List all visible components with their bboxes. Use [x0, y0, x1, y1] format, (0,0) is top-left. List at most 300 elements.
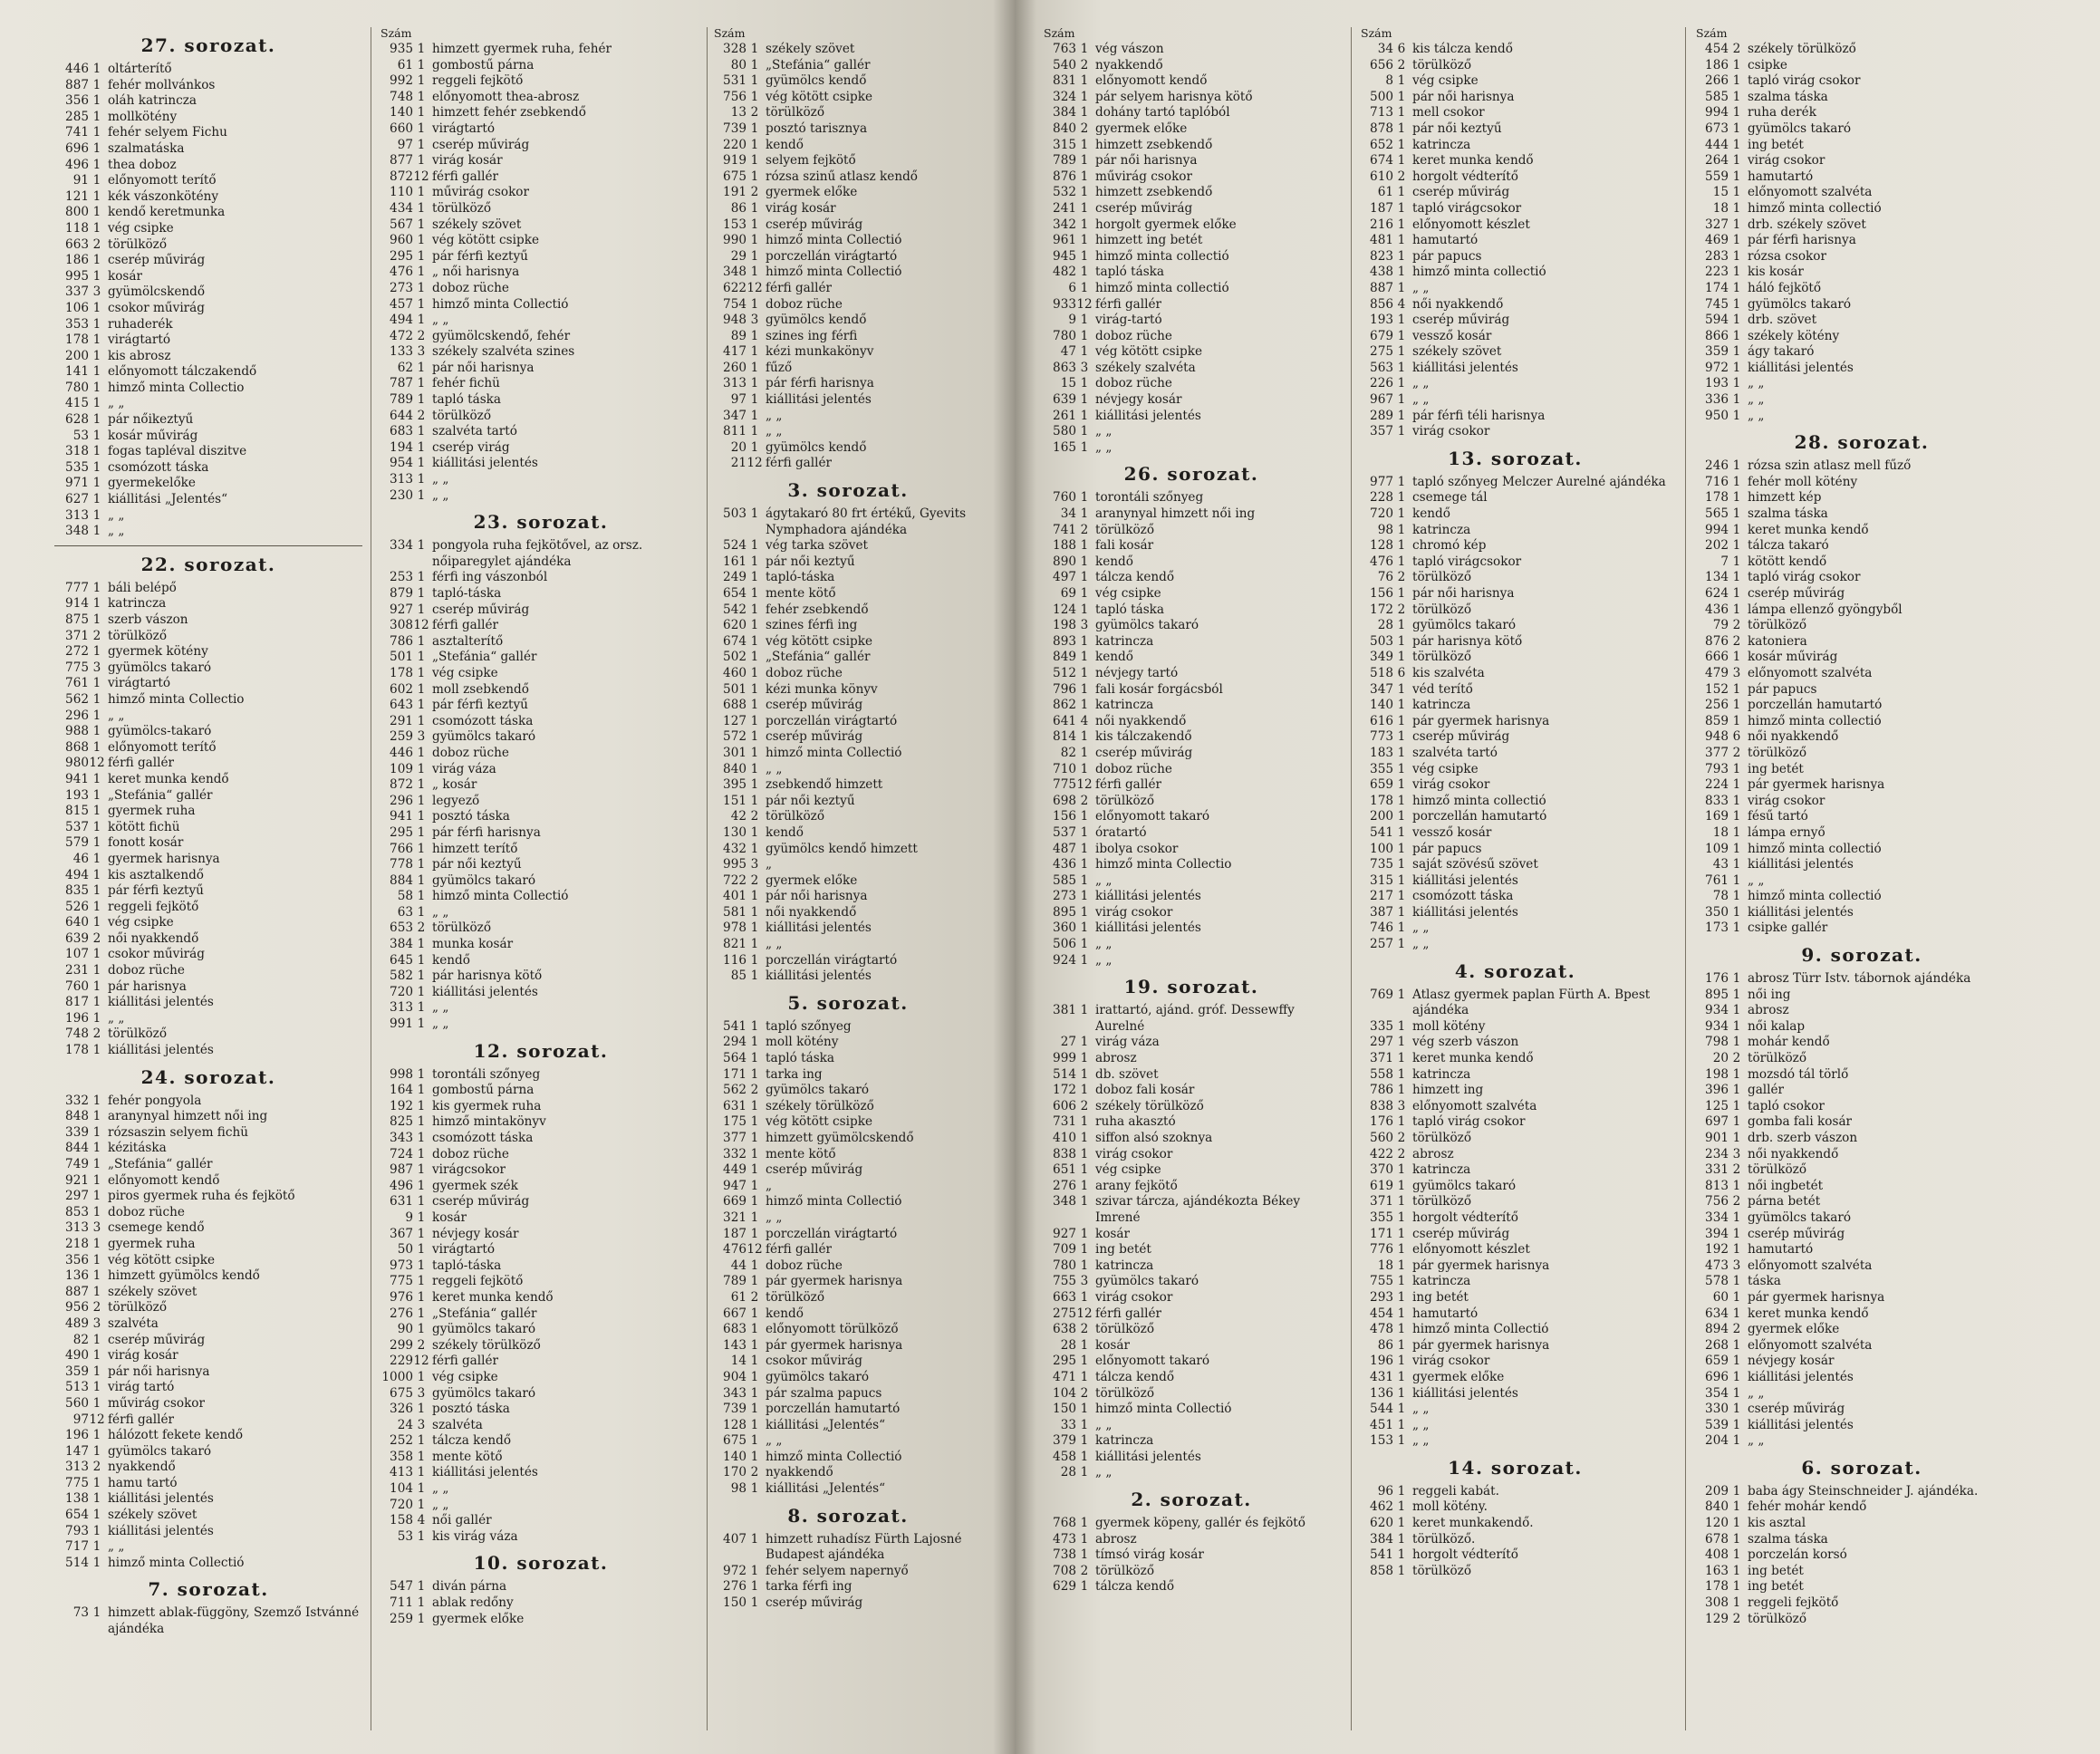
list-item	[1042, 920, 1341, 937]
item-quantity: 1	[92, 708, 101, 723]
item-quantity: 1	[1080, 42, 1089, 56]
list-item	[379, 73, 703, 90]
item-description: ibolya csokor	[1095, 841, 1179, 856]
item-quantity: 1	[92, 348, 101, 363]
item-number: 34	[1377, 42, 1393, 56]
item-number: 6	[1068, 280, 1076, 295]
item-quantity: 1	[1080, 200, 1089, 216]
item-description: kiállitási jelentés	[1412, 904, 1518, 920]
item-description: pár férfi téli harisnya	[1412, 408, 1546, 423]
item-number: 563	[1370, 360, 1393, 375]
item-number: 342	[1053, 217, 1076, 232]
item-quantity: 1	[417, 1209, 426, 1225]
list-item	[1042, 1099, 1341, 1115]
item-number: 128	[1370, 538, 1393, 554]
list-item	[54, 508, 362, 525]
list-item	[1359, 153, 1671, 169]
item-number: 562	[65, 691, 89, 707]
list-item	[379, 1433, 703, 1450]
item-quantity: 1	[1732, 233, 1741, 248]
list-item	[379, 409, 703, 425]
item-quantity: 12	[413, 1354, 429, 1369]
item-number: 941	[65, 771, 89, 786]
item-description: porczellán hamutartó	[1412, 809, 1547, 824]
item-description: torontáli szőnyeg	[432, 1066, 541, 1082]
item-quantity: 1	[417, 841, 426, 856]
item-description: zsebkendő himzett	[766, 777, 883, 793]
item-quantity: 1	[1080, 506, 1089, 522]
item-quantity: 2	[1732, 618, 1741, 633]
item-description: virág csokor	[1748, 153, 1825, 169]
item-quantity: 1	[92, 1348, 101, 1364]
item-quantity: 2	[1080, 57, 1089, 72]
list-item	[1359, 988, 1671, 1019]
item-quantity: 1	[1732, 1083, 1741, 1098]
list-item	[1359, 1147, 1671, 1163]
item-quantity: 1	[1080, 73, 1089, 89]
list-item	[1694, 233, 2029, 249]
item-number: 602	[390, 681, 413, 697]
list-item	[1359, 1035, 1671, 1051]
list-item	[712, 1290, 984, 1306]
list-item	[379, 42, 703, 58]
list-item	[1042, 1450, 1341, 1466]
list-item	[1042, 281, 1341, 297]
item-description: kosár	[432, 1209, 467, 1225]
item-number: 295	[1053, 1354, 1076, 1369]
series-heading: 26. sorozat.	[1123, 463, 1259, 486]
item-number: 86	[1377, 1337, 1393, 1353]
item-number: 436	[1053, 857, 1076, 872]
item-quantity: 2	[750, 809, 759, 824]
item-number: 616	[1370, 713, 1393, 728]
item-quantity: 1	[1732, 809, 1741, 824]
list-item	[1359, 1516, 1671, 1532]
list-item	[712, 1179, 984, 1195]
item-number: 153	[1370, 1433, 1393, 1449]
item-description: „ „	[108, 396, 125, 411]
list-item	[1042, 762, 1341, 778]
list-item	[379, 1529, 703, 1546]
item-quantity: 1	[750, 344, 759, 360]
item-number: 381	[1053, 1003, 1076, 1018]
item-quantity: 1	[750, 713, 759, 728]
item-quantity: 1	[1080, 328, 1089, 343]
item-number: 313	[390, 472, 413, 487]
item-description: férfi gallér	[432, 618, 499, 633]
item-description: doboz rüche	[1095, 328, 1172, 343]
list-item	[1359, 490, 1671, 506]
item-quantity: 1	[1397, 105, 1406, 120]
item-description: „ „	[766, 408, 783, 423]
item-description: „Stefánia“ gallér	[432, 650, 537, 665]
item-number: 513	[65, 1380, 89, 1395]
item-quantity: 1	[1080, 424, 1089, 439]
item-description: kötött kendő	[1748, 554, 1827, 569]
list-item	[1359, 523, 1671, 539]
item-description: horgolt védterítő	[1412, 1209, 1518, 1225]
item-number: 28	[1060, 1337, 1076, 1353]
item-description: pár férfi keztyű	[432, 248, 528, 264]
list-item	[379, 1306, 703, 1323]
list-item	[1359, 1067, 1671, 1084]
item-number: 432	[723, 841, 747, 856]
item-quantity: 1	[417, 360, 426, 375]
item-number: 659	[1705, 1354, 1729, 1369]
item-quantity: 3	[750, 313, 759, 328]
item-number: 224	[1705, 777, 1729, 793]
item-description: fehér mohár kendő	[1748, 1499, 1867, 1515]
list-item	[54, 1605, 362, 1637]
item-number: 218	[65, 1236, 89, 1251]
item-quantity: 1	[92, 140, 101, 156]
item-description: himzett zsebkendő	[1095, 185, 1213, 200]
item-number: 780	[65, 380, 89, 395]
item-quantity: 1	[1397, 1547, 1406, 1563]
item-quantity: 1	[92, 1172, 101, 1188]
list-item	[1042, 1147, 1341, 1163]
item-quantity: 1	[92, 883, 101, 899]
list-item	[712, 1227, 984, 1243]
series-heading: 8. sorozat.	[787, 1504, 909, 1527]
item-quantity: 1	[750, 248, 759, 264]
item-description: porczellán virágtartó	[766, 713, 898, 728]
item-description: szalma táska	[1748, 89, 1828, 104]
item-quantity: 1	[1732, 570, 1741, 585]
item-quantity: 1	[1397, 1516, 1406, 1531]
item-number: 370	[1370, 1162, 1393, 1178]
list-item	[1042, 602, 1341, 619]
item-number: 652	[1370, 137, 1393, 152]
list-item	[1694, 1290, 2029, 1306]
item-number: 313	[65, 507, 89, 523]
list-item	[1042, 506, 1341, 523]
item-number: 301	[723, 745, 747, 760]
item-description: szalvéta	[108, 1316, 159, 1331]
item-quantity: 1	[417, 1497, 426, 1512]
item-description: fogas tapléval diszitve	[108, 444, 247, 459]
item-quantity: 1	[417, 233, 426, 248]
list-item	[54, 364, 362, 381]
item-number: 560	[1370, 1131, 1393, 1145]
item-quantity: 1	[92, 332, 101, 348]
list-item	[54, 1125, 362, 1142]
list-item	[54, 1412, 362, 1429]
item-number: 489	[65, 1316, 89, 1331]
item-quantity: 1	[92, 1252, 101, 1267]
item-number: 987	[390, 1162, 413, 1178]
item-number: 760	[65, 978, 89, 994]
item-quantity: 1	[1080, 280, 1089, 295]
item-number: 980	[65, 756, 89, 771]
list-item	[1042, 1290, 1341, 1306]
item-number: 296	[390, 793, 413, 808]
list-item	[712, 1114, 984, 1131]
list-item	[54, 1220, 362, 1237]
item-description: székely szövet	[108, 1284, 197, 1299]
item-number: 789	[723, 1274, 747, 1289]
list-item	[1694, 1083, 2029, 1099]
list-item	[379, 424, 703, 440]
list-item	[1694, 1532, 2029, 1548]
item-quantity: 1	[417, 296, 426, 312]
item-quantity: 1	[417, 1306, 426, 1321]
item-number: 849	[1053, 650, 1076, 665]
item-quantity: 1	[1732, 1483, 1741, 1499]
item-number: 106	[65, 300, 89, 315]
list-item	[712, 1210, 984, 1227]
list-item	[1042, 1579, 1341, 1595]
item-description: névjegy kosár	[432, 1226, 519, 1241]
item-quantity: 1	[750, 1178, 759, 1193]
list-item	[712, 313, 984, 329]
list-item	[379, 825, 703, 842]
list-item	[1694, 842, 2029, 858]
item-description: himző minta collectió	[1748, 713, 1882, 728]
item-description: táska	[1748, 1274, 1781, 1289]
item-quantity: 1	[417, 217, 426, 232]
list-item	[54, 253, 362, 269]
item-quantity: 1	[92, 412, 101, 428]
item-number: 97	[397, 137, 413, 152]
item-description: kiállitási jelentés	[108, 1491, 214, 1507]
item-description: virág tartó	[108, 1380, 175, 1395]
item-description: „Stefánia“ gallér	[432, 1306, 537, 1321]
item-quantity: 2	[417, 1337, 426, 1353]
item-number: 956	[65, 1300, 89, 1316]
item-quantity: 1	[750, 745, 759, 760]
item-quantity: 1	[1080, 1131, 1089, 1145]
column-header-label: Szám	[714, 27, 746, 40]
item-number: 663	[1053, 1289, 1076, 1305]
item-number: 678	[1705, 1531, 1729, 1547]
item-number: 739	[723, 120, 747, 136]
item-number: 158	[390, 1513, 413, 1528]
item-number: 476	[1370, 554, 1393, 569]
item-number: 73	[72, 1605, 89, 1621]
list-item	[1359, 313, 1671, 329]
list-item	[54, 1476, 362, 1492]
item-description: himzett gyermek ruha, fehér	[432, 42, 612, 56]
list-item	[54, 284, 362, 301]
list-item	[379, 1179, 703, 1195]
item-description: „ „	[1412, 920, 1430, 936]
list-item	[712, 42, 984, 58]
item-number: 627	[65, 492, 89, 507]
item-number: 542	[723, 602, 747, 617]
list-item	[1042, 361, 1341, 377]
item-quantity: 2	[750, 1083, 759, 1098]
list-item	[54, 1491, 362, 1508]
item-number: 193	[65, 787, 89, 803]
list-item	[1694, 1147, 2029, 1163]
item-quantity: 1	[1732, 313, 1741, 328]
item-quantity: 1	[92, 1428, 101, 1443]
list-item	[1042, 937, 1341, 953]
list-item	[1042, 73, 1341, 90]
item-description: báli belépő	[108, 580, 177, 595]
item-number: 514	[1053, 1066, 1076, 1082]
item-quantity: 6	[1397, 665, 1406, 680]
item-description: virág csokor	[1095, 904, 1173, 920]
item-description: tapló virágcsokor	[1412, 200, 1522, 216]
list-item	[1694, 1306, 2029, 1323]
item-number: 720	[390, 984, 413, 999]
item-number: 950	[1705, 408, 1729, 423]
item-description: „ „	[1748, 376, 1765, 391]
item-quantity: 1	[417, 745, 426, 760]
item-number: 503	[1370, 633, 1393, 649]
item-number: 531	[723, 73, 747, 89]
item-description: reggeli fejkötő	[432, 73, 524, 89]
list-item	[1042, 297, 1341, 313]
item-quantity: 1	[1397, 328, 1406, 343]
item-number: 978	[723, 920, 747, 936]
item-number: 62	[397, 360, 413, 375]
item-description: gyümölcs kendő himzett	[766, 841, 918, 856]
item-number: 28	[1060, 1465, 1076, 1480]
list-item	[1359, 506, 1671, 523]
item-description: „ „	[1412, 1417, 1430, 1432]
item-quantity: 2	[1080, 1098, 1089, 1113]
series-heading: 28. sorozat.	[1794, 431, 1930, 454]
item-description: doboz rüche	[432, 280, 509, 295]
item-quantity: 1	[750, 1306, 759, 1321]
item-quantity: 1	[92, 1093, 101, 1108]
list-item	[1042, 698, 1341, 714]
list-item	[379, 1450, 703, 1466]
item-quantity: 1	[1080, 89, 1089, 104]
item-number: 200	[65, 348, 89, 363]
item-description: „ „	[108, 507, 125, 523]
item-number: 396	[1705, 1083, 1729, 1098]
item-description: cserép művirág	[108, 253, 206, 268]
item-quantity: 1	[417, 1098, 426, 1113]
item-number: 666	[1705, 650, 1729, 665]
item-quantity: 1	[750, 650, 759, 665]
item-description: gyümölcs kendő	[766, 439, 867, 455]
item-number: 367	[390, 1226, 413, 1241]
item-quantity: 3	[1080, 1274, 1089, 1289]
item-quantity: 1	[1397, 586, 1406, 601]
item-number: 61	[730, 1289, 747, 1305]
item-quantity: 1	[1080, 376, 1089, 391]
item-quantity: 1	[1080, 344, 1089, 360]
item-description: kiállitási „Jelentés“	[766, 1417, 886, 1432]
item-number: 15	[1060, 376, 1076, 391]
list-item	[54, 1524, 362, 1540]
item-description: gyümölcs takaró	[432, 872, 536, 888]
item-quantity: 1	[1397, 889, 1406, 904]
item-number: 276	[723, 1579, 747, 1595]
item-description: tapló virág csokor	[1748, 73, 1861, 89]
list-item	[1042, 1354, 1341, 1370]
list-item	[1042, 682, 1341, 699]
item-description: művirág csokor	[108, 1395, 205, 1411]
item-number: 674	[723, 633, 747, 649]
item-number: 558	[1370, 1066, 1393, 1082]
item-number: 337	[65, 284, 89, 300]
item-quantity: 2	[1397, 1146, 1406, 1161]
list-item	[1694, 1242, 2029, 1258]
list-item	[379, 729, 703, 746]
item-description: kosár	[1095, 1226, 1131, 1241]
item-description: himző minta Collectió	[432, 889, 569, 904]
item-description: „ „	[766, 1433, 783, 1449]
item-quantity: 1	[1080, 554, 1089, 569]
item-quantity: 1	[750, 1354, 759, 1369]
item-quantity: 1	[92, 867, 101, 882]
item-description: kis virág váza	[432, 1528, 518, 1544]
item-number: 654	[65, 1508, 89, 1523]
item-description: siffon alsó szoknya	[1095, 1131, 1213, 1145]
item-number: 717	[65, 1539, 89, 1555]
list-item	[1042, 265, 1341, 281]
item-description: kis tálcza kendő	[1412, 42, 1513, 56]
item-description: cserép művirág	[1412, 185, 1510, 200]
item-quantity: 1	[1732, 185, 1741, 200]
item-quantity: 1	[92, 428, 101, 443]
item-quantity: 1	[1732, 328, 1741, 343]
item-description: porczellán virágtartó	[766, 248, 898, 264]
item-description: kendő	[1095, 650, 1133, 665]
item-quantity: 2	[92, 930, 101, 946]
list-item	[1042, 1242, 1341, 1258]
list-item	[1694, 1370, 2029, 1386]
item-quantity: 1	[750, 1433, 759, 1449]
list-item	[379, 920, 703, 937]
item-description: „ „	[1095, 1465, 1113, 1480]
item-quantity: 1	[1080, 313, 1089, 328]
list-item	[1042, 953, 1341, 969]
item-description: saját szövésű szövet	[1412, 857, 1538, 872]
list-item	[54, 612, 362, 629]
item-description: cserép művirág	[1095, 745, 1193, 760]
item-number: 976	[390, 1289, 413, 1305]
item-number: 514	[65, 1555, 89, 1570]
list-item	[1694, 762, 2029, 778]
item-number: 86	[730, 200, 747, 216]
item-number: 377	[1705, 745, 1729, 760]
list-item	[1694, 920, 2029, 937]
item-description: női nyakkendő	[766, 904, 857, 920]
item-number: 473	[1705, 1258, 1729, 1273]
list-item	[712, 201, 984, 217]
item-description: hamutartó	[1412, 1306, 1479, 1321]
item-description: himző minta Collectió	[1095, 1402, 1232, 1417]
list-item	[1359, 889, 1671, 905]
item-number: 178	[1705, 490, 1729, 506]
item-description: virágtartó	[108, 676, 171, 691]
item-description: vég kötött csipke	[108, 1252, 215, 1267]
list-item	[1042, 1418, 1341, 1434]
item-quantity: 2	[417, 920, 426, 936]
item-description: cserép művirág	[1748, 586, 1845, 601]
item-quantity: 1	[1732, 841, 1741, 856]
item-quantity: 1	[92, 364, 101, 380]
series-heading: 27. sorozat.	[140, 34, 276, 56]
list-item	[1359, 1194, 1671, 1210]
item-number: 894	[1705, 1322, 1729, 1337]
item-quantity: 1	[417, 1465, 426, 1480]
item-description: gyümölcskendő, fehér	[432, 328, 571, 343]
item-quantity: 1	[1080, 586, 1089, 601]
item-quantity: 1	[1732, 698, 1741, 713]
item-quantity: 1	[417, 89, 426, 104]
item-description: „ „	[432, 1017, 449, 1032]
item-quantity: 3	[417, 729, 426, 745]
list-item	[1694, 344, 2029, 361]
